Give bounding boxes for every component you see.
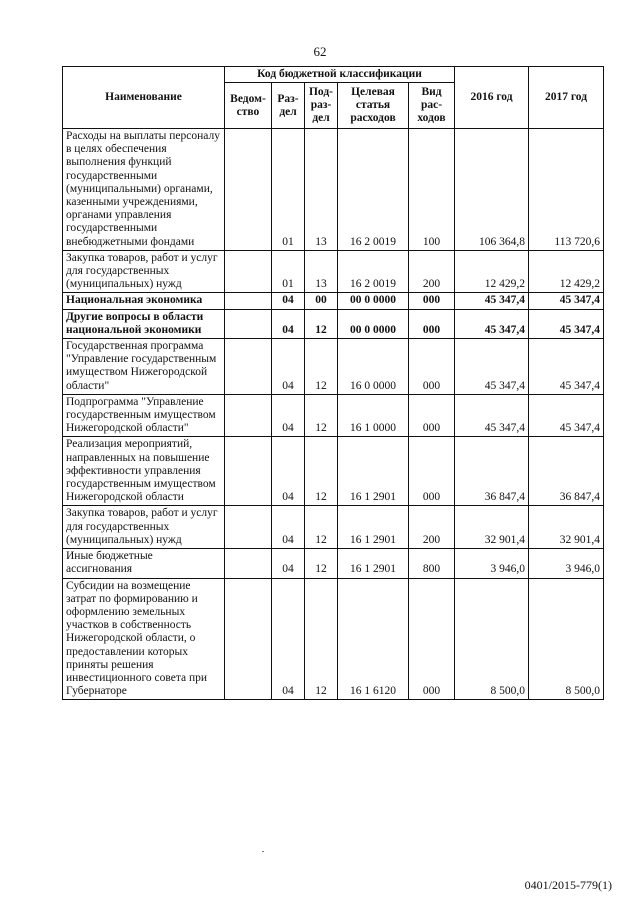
header-2017: 2017 год bbox=[529, 67, 604, 129]
cell-name: Иные бюджетные ассигнования bbox=[63, 549, 225, 578]
cell-podrazdel: 12 bbox=[305, 339, 338, 395]
table-body bbox=[63, 129, 604, 700]
cell-2017: 113 720,6 bbox=[529, 129, 604, 251]
cell-2017: 3 946,0 bbox=[529, 549, 604, 578]
cell-celevaya-statya: 16 1 2901 bbox=[338, 437, 409, 506]
scan-artifact bbox=[262, 851, 264, 852]
cell-name: Реализация мероприятий, направленных на повышение эффективности управления государственным имуществом Нижегородской области bbox=[63, 437, 225, 506]
header-vid-rashodov: Вид рас- ходов bbox=[409, 83, 455, 129]
cell-2017: 12 429,2 bbox=[529, 250, 604, 293]
table-row bbox=[63, 339, 604, 395]
document-code: 0401/2015-779(1) bbox=[524, 878, 612, 892]
cell-name: Закупка товаров, работ и услуг для государственных (муниципальных) нужд bbox=[63, 250, 225, 293]
table-row bbox=[63, 293, 604, 309]
cell-vedomstvo bbox=[225, 250, 272, 293]
header-vedomstvo: Ведом- ство bbox=[225, 83, 272, 129]
header-podrazdel: Под- раз- дел bbox=[305, 83, 338, 129]
budget-table bbox=[62, 66, 604, 700]
cell-2016: 3 946,0 bbox=[455, 549, 529, 578]
cell-name: Государственная программа "Управление государственным имуществом Нижегородской области" bbox=[63, 339, 225, 395]
cell-vid-rashodov: 000 bbox=[409, 339, 455, 395]
cell-vid-rashodov: 000 bbox=[409, 293, 455, 309]
page-number: 62 bbox=[313, 44, 327, 59]
cell-celevaya-statya: 16 2 0019 bbox=[338, 129, 409, 251]
table-row bbox=[63, 250, 604, 293]
cell-celevaya-statya: 00 0 0000 bbox=[338, 309, 409, 338]
cell-2017: 45 347,4 bbox=[529, 293, 604, 309]
cell-vedomstvo bbox=[225, 437, 272, 506]
cell-razdel: 01 bbox=[272, 129, 305, 251]
cell-podrazdel: 13 bbox=[305, 250, 338, 293]
cell-name: Подпрограмма "Управление государственным имуществом Нижегородской области" bbox=[63, 394, 225, 437]
cell-vid-rashodov: 000 bbox=[409, 578, 455, 700]
table-row bbox=[63, 394, 604, 437]
cell-2016: 45 347,4 bbox=[455, 394, 529, 437]
table-row bbox=[63, 129, 604, 251]
cell-vedomstvo bbox=[225, 339, 272, 395]
cell-2016: 36 847,4 bbox=[455, 437, 529, 506]
cell-razdel: 04 bbox=[272, 339, 305, 395]
cell-vid-rashodov: 100 bbox=[409, 129, 455, 251]
cell-razdel: 04 bbox=[272, 293, 305, 309]
cell-celevaya-statya: 00 0 0000 bbox=[338, 293, 409, 309]
cell-2017: 8 500,0 bbox=[529, 578, 604, 700]
cell-2016: 8 500,0 bbox=[455, 578, 529, 700]
cell-2016: 45 347,4 bbox=[455, 339, 529, 395]
cell-2017: 32 901,4 bbox=[529, 506, 604, 549]
header-celevaya-statya: Целевая статья расходов bbox=[338, 83, 409, 129]
cell-podrazdel: 12 bbox=[305, 549, 338, 578]
cell-2016: 45 347,4 bbox=[455, 309, 529, 338]
cell-podrazdel: 13 bbox=[305, 129, 338, 251]
cell-vedomstvo bbox=[225, 293, 272, 309]
cell-razdel: 04 bbox=[272, 437, 305, 506]
cell-vid-rashodov: 200 bbox=[409, 506, 455, 549]
header-name: Наименование bbox=[63, 67, 225, 129]
cell-vedomstvo bbox=[225, 394, 272, 437]
cell-vid-rashodov: 000 bbox=[409, 437, 455, 506]
cell-2017: 36 847,4 bbox=[529, 437, 604, 506]
cell-celevaya-statya: 16 1 2901 bbox=[338, 506, 409, 549]
header-classification-group: Код бюджетной классификации bbox=[225, 67, 455, 83]
cell-podrazdel: 12 bbox=[305, 309, 338, 338]
cell-razdel: 04 bbox=[272, 578, 305, 700]
cell-2017: 45 347,4 bbox=[529, 394, 604, 437]
cell-podrazdel: 00 bbox=[305, 293, 338, 309]
cell-razdel: 01 bbox=[272, 250, 305, 293]
cell-name: Национальная экономика bbox=[63, 293, 225, 309]
cell-2017: 45 347,4 bbox=[529, 339, 604, 395]
cell-2016: 12 429,2 bbox=[455, 250, 529, 293]
table-row bbox=[63, 309, 604, 338]
table-row bbox=[63, 506, 604, 549]
cell-vedomstvo bbox=[225, 549, 272, 578]
cell-2016: 32 901,4 bbox=[455, 506, 529, 549]
cell-2017: 45 347,4 bbox=[529, 309, 604, 338]
cell-razdel: 04 bbox=[272, 309, 305, 338]
cell-podrazdel: 12 bbox=[305, 394, 338, 437]
cell-name: Субсидии на возмещение затрат по формированию и оформлению земельных участков в собственность Нижегородской области, о предоставлении которых приняты решения инвестиционного совета при Губернаторе bbox=[63, 578, 225, 700]
table-row bbox=[63, 549, 604, 578]
cell-celevaya-statya: 16 2 0019 bbox=[338, 250, 409, 293]
cell-razdel: 04 bbox=[272, 394, 305, 437]
cell-celevaya-statya: 16 1 2901 bbox=[338, 549, 409, 578]
cell-vedomstvo bbox=[225, 506, 272, 549]
cell-name: Закупка товаров, работ и услуг для государственных (муниципальных) нужд bbox=[63, 506, 225, 549]
cell-celevaya-statya: 16 0 0000 bbox=[338, 339, 409, 395]
cell-celevaya-statya: 16 1 0000 bbox=[338, 394, 409, 437]
cell-vedomstvo bbox=[225, 129, 272, 251]
cell-razdel: 04 bbox=[272, 506, 305, 549]
header-2016: 2016 год bbox=[455, 67, 529, 129]
cell-celevaya-statya: 16 1 6120 bbox=[338, 578, 409, 700]
cell-vid-rashodov: 000 bbox=[409, 394, 455, 437]
cell-name: Расходы на выплаты персоналу в целях обеспечения выполнения функций государственными (муниципальными) органами, казенными учреждениями, органами управления государственными внебюджетными фондами bbox=[63, 129, 225, 251]
table-row bbox=[63, 578, 604, 700]
cell-name: Другие вопросы в области национальной экономики bbox=[63, 309, 225, 338]
header-razdel: Раз- дел bbox=[272, 83, 305, 129]
cell-podrazdel: 12 bbox=[305, 506, 338, 549]
table-row bbox=[63, 437, 604, 506]
cell-2016: 45 347,4 bbox=[455, 293, 529, 309]
cell-razdel: 04 bbox=[272, 549, 305, 578]
cell-vid-rashodov: 000 bbox=[409, 309, 455, 338]
cell-podrazdel: 12 bbox=[305, 437, 338, 506]
cell-vid-rashodov: 200 bbox=[409, 250, 455, 293]
cell-podrazdel: 12 bbox=[305, 578, 338, 700]
cell-2016: 106 364,8 bbox=[455, 129, 529, 251]
cell-vedomstvo bbox=[225, 309, 272, 338]
cell-vedomstvo bbox=[225, 578, 272, 700]
cell-vid-rashodov: 800 bbox=[409, 549, 455, 578]
